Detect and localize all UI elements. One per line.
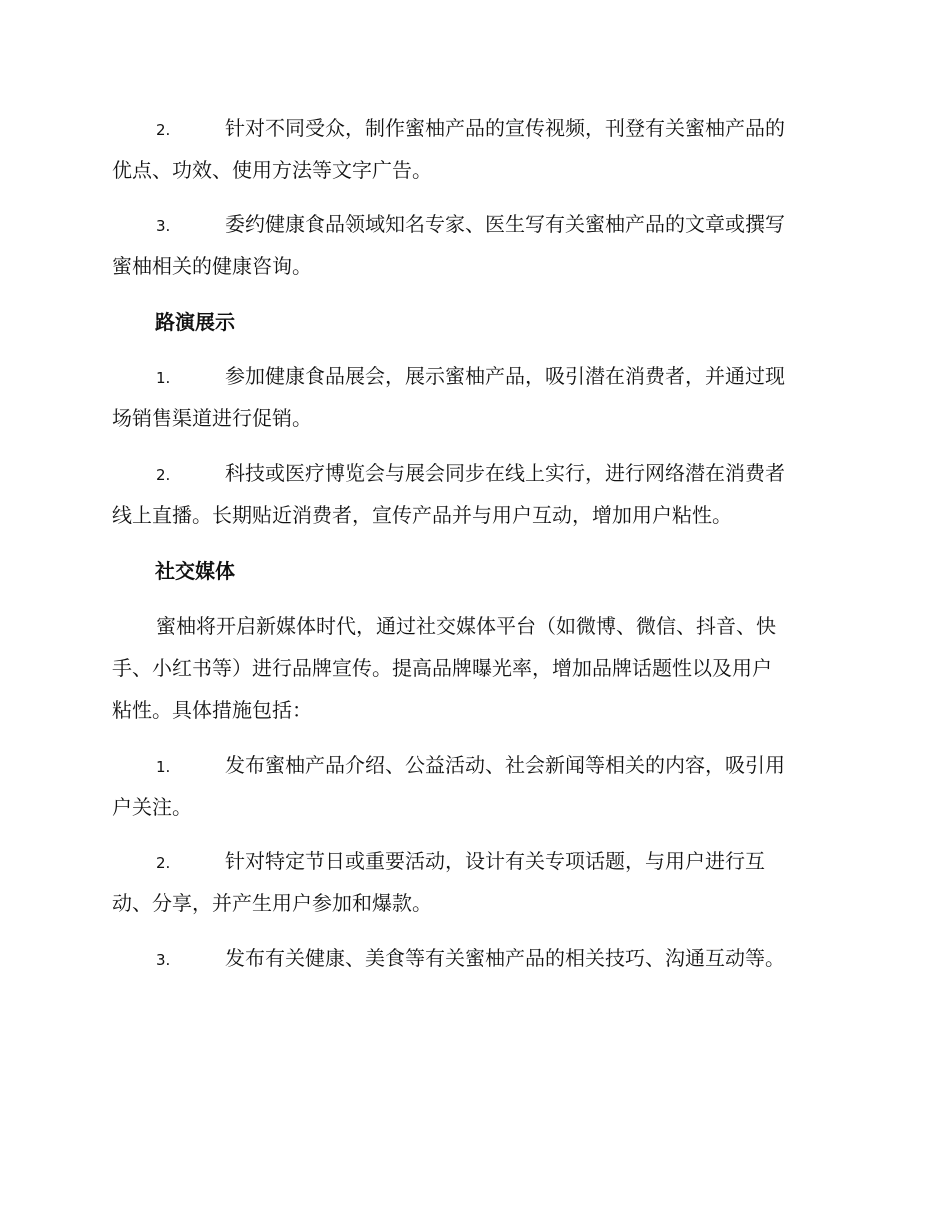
list-item-number: 2.	[156, 854, 171, 872]
list-item-text-line: 参加健康食品展会，展示蜜柚产品，吸引潜在消费者，并通过现	[225, 364, 785, 388]
list-item-text-line: 优点、功效、使用方法等文字广告。	[112, 158, 432, 182]
list-item-text-line: 场销售渠道进行促销。	[112, 406, 312, 430]
list-item-number: 2.	[156, 466, 171, 484]
list-item-text-line: 科技或医疗博览会与展会同步在线上实行，进行网络潜在消费者	[225, 461, 785, 485]
list-item-text-line: 动、分享，并产生用户参加和爆款。	[112, 891, 432, 915]
list-item-text-line: 蜜柚相关的健康咨询。	[112, 254, 312, 278]
list-item-text-line: 针对不同受众，制作蜜柚产品的宣传视频，刊登有关蜜柚产品的	[225, 116, 785, 140]
section-heading: 路演展示	[155, 310, 235, 334]
list-item-number: 2.	[156, 121, 171, 139]
list-item-text-line: 针对特定节日或重要活动，设计有关专项话题，与用户进行互	[225, 849, 765, 873]
section-heading: 社交媒体	[155, 559, 235, 583]
list-item-text-line: 发布蜜柚产品介绍、公益活动、社会新闻等相关的内容，吸引用	[225, 753, 785, 777]
list-item-number: 3.	[156, 217, 171, 235]
list-item-text-line: 发布有关健康、美食等有关蜜柚产品的相关技巧、沟通互动等。	[225, 946, 785, 970]
list-item-number: 1.	[156, 369, 171, 387]
paragraph-text-line: 手、小红书等）进行品牌宣传。提高品牌曝光率，增加品牌话题性以及用户	[112, 656, 772, 680]
list-item-number: 1.	[156, 758, 171, 776]
paragraph-text-line: 粘性。具体措施包括：	[112, 698, 312, 722]
list-item-number: 3.	[156, 951, 171, 969]
list-item-text-line: 户关注。	[112, 795, 192, 819]
list-item-text-line: 委约健康食品领域知名专家、医生写有关蜜柚产品的文章或撰写	[225, 212, 785, 236]
list-item-text-line: 线上直播。长期贴近消费者，宣传产品并与用户互动，增加用户粘性。	[112, 503, 732, 527]
paragraph-text-line: 蜜柚将开启新媒体时代，通过社交媒体平台（如微博、微信、抖音、快	[156, 614, 776, 638]
